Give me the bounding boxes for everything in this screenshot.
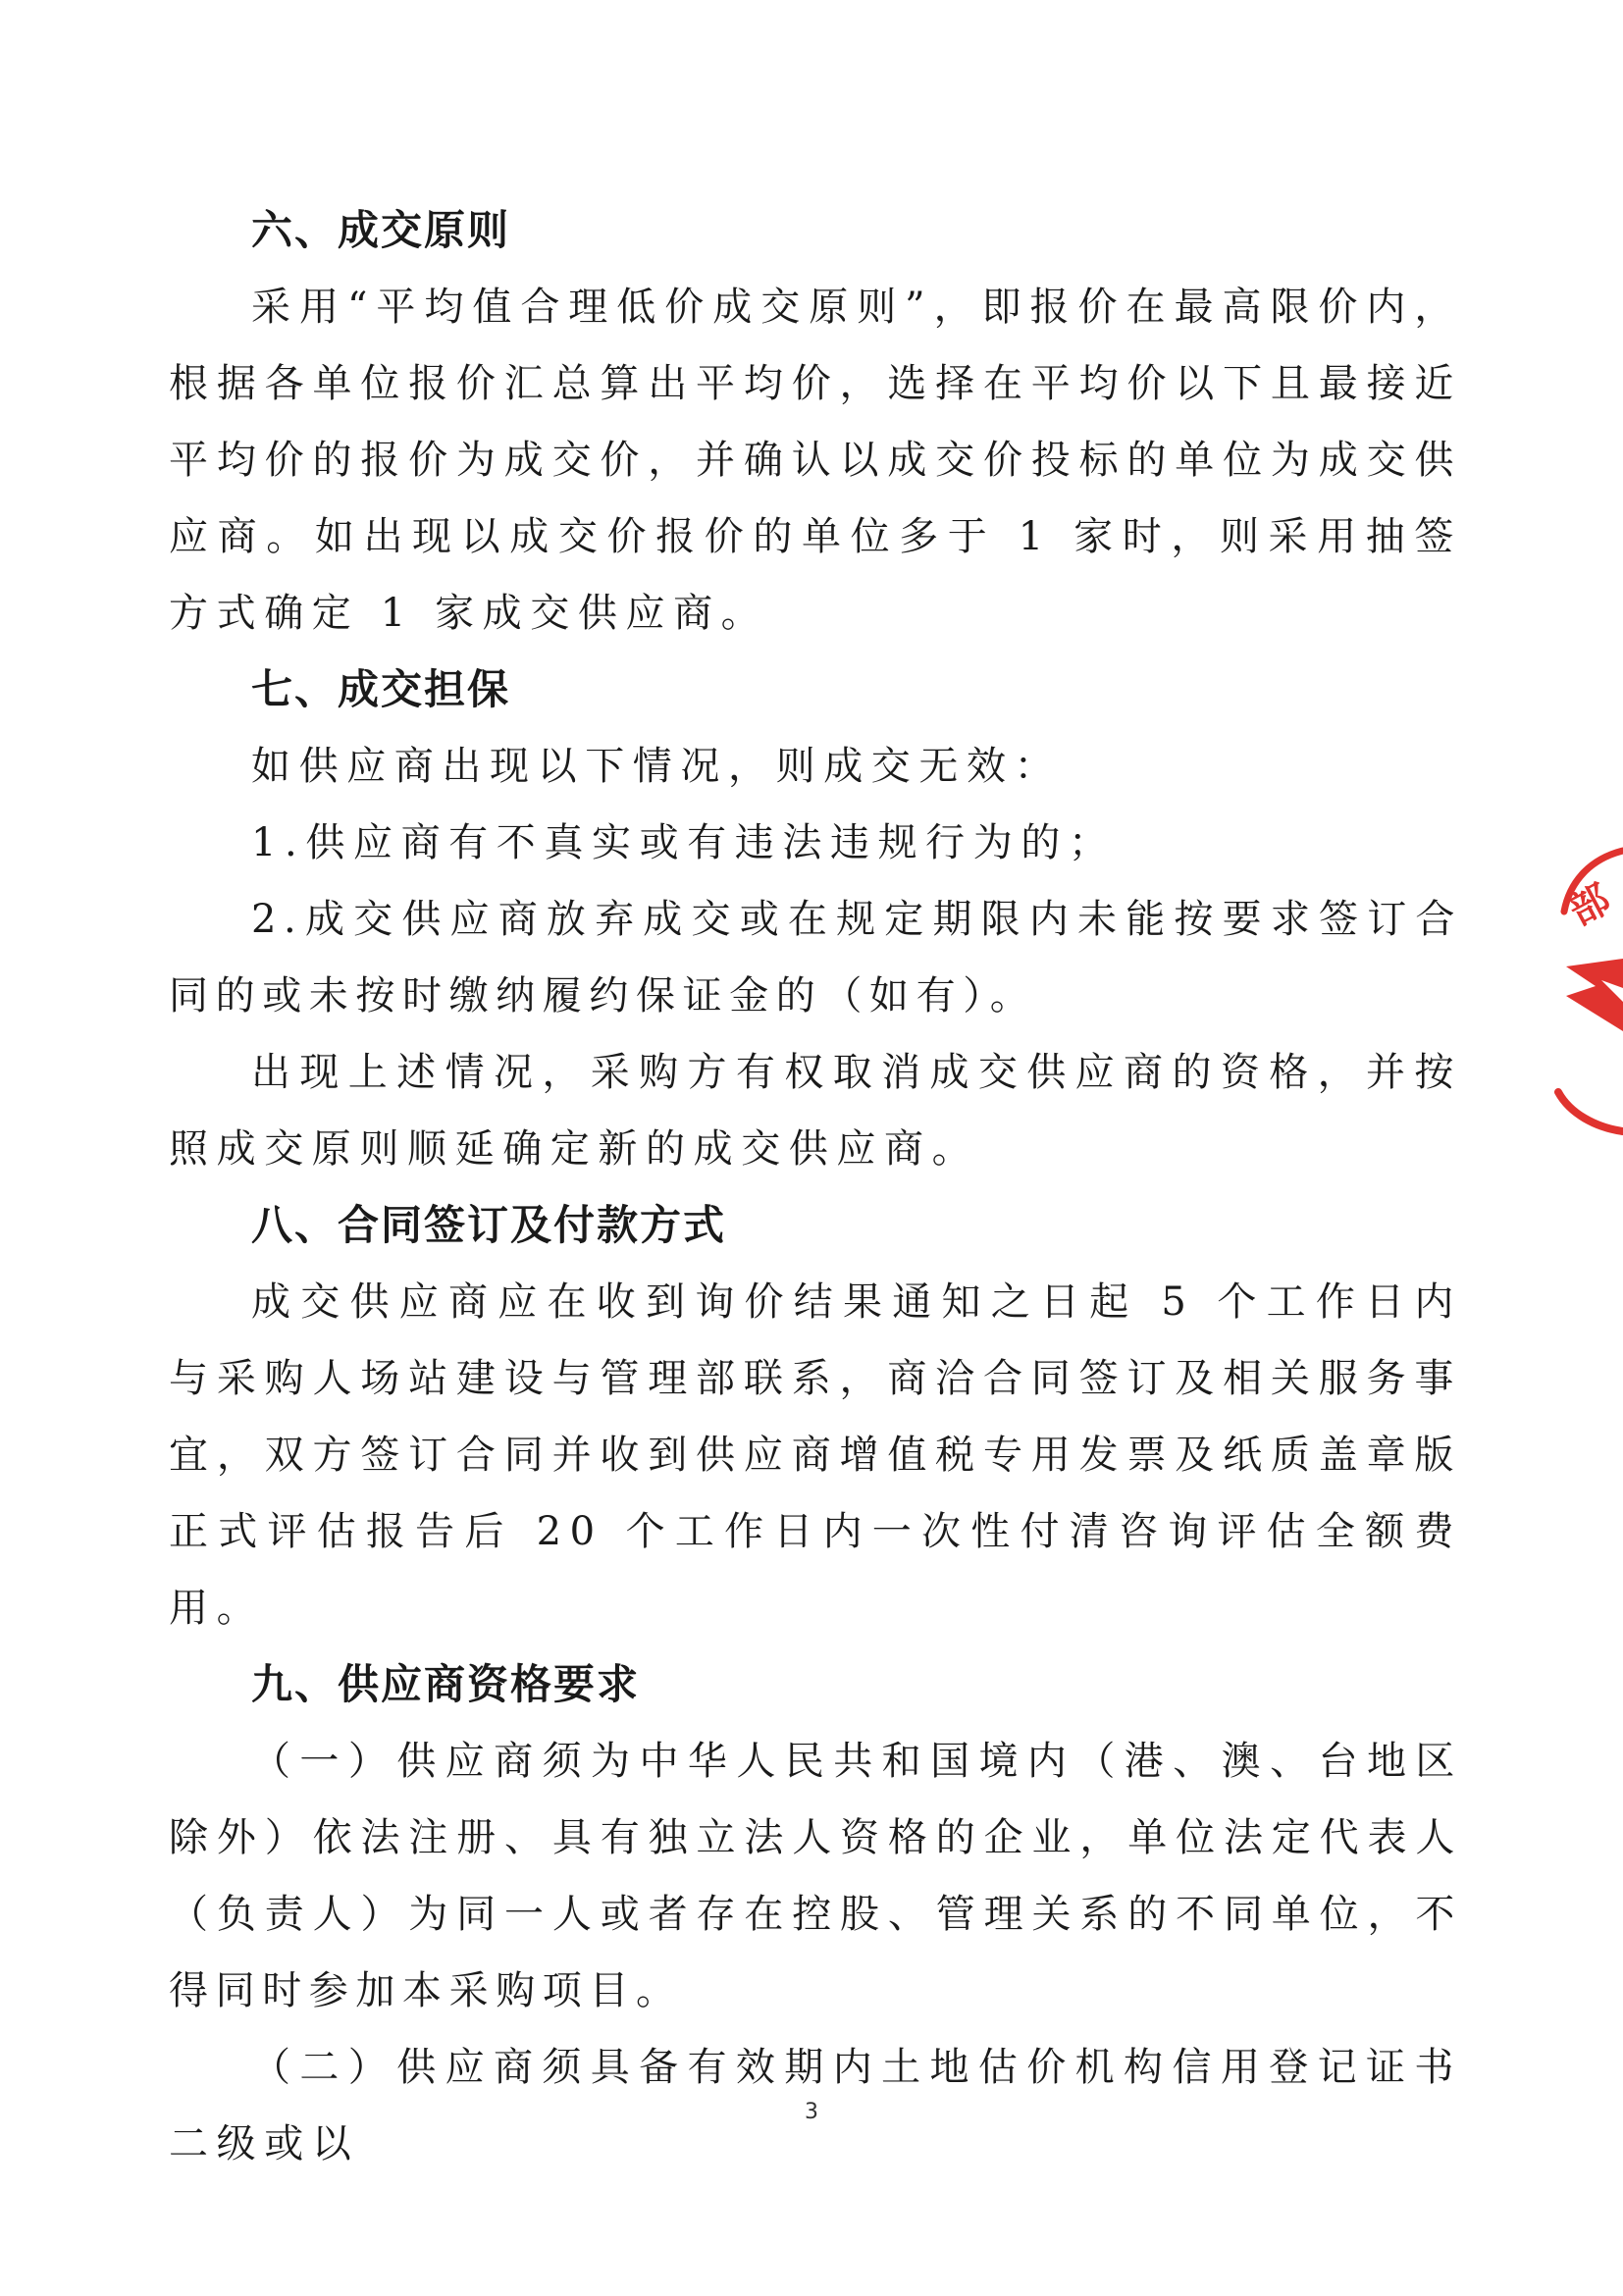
section-heading-8: 八、合同签订及付款方式 (251, 1201, 727, 1249)
official-seal-partial (1531, 829, 1623, 1153)
paragraph-transaction-principle: 采用“平均值合理低价成交原则”，即报价在最高限价内，根据各单位报价汇总算出平均价，选择在平均价以下且最接近平均价的报价为成交价，并确认以成交价投标的单位为成交供应商。如出现以成交价报价的单位多于 1 家时，则采用抽签方式确定 1 家成交供应商。 (169, 285, 1462, 636)
seal-character: 部 (1561, 876, 1618, 935)
document-body (169, 192, 1462, 2182)
paragraph-disqualification: 出现上述情况，采购方有权取消成交供应商的资格，并按照成交原则顺延确定新的成交供应商。 (169, 1050, 1462, 1172)
section-heading-9: 九、供应商资格要求 (251, 1660, 641, 1708)
paragraph-qualification-2: （二）供应商须具备有效期内土地估价机构信用登记证书二级或以 (169, 2045, 1462, 2166)
section-heading-6: 六、成交原则 (251, 206, 511, 254)
section-heading-7: 七、成交担保 (251, 665, 511, 713)
paragraph-contract-payment: 成交供应商应在收到询价结果通知之日起 5 个工作日内与采购人场站建设与管理部联系，商洽合同签订及相关服务事宜，双方签订合同并收到供应商增值税专用发票及纸质盖章版正式评估报告后 20 个工作日内一次性付清咨询评估全额费用。 (169, 1279, 1462, 1631)
paragraph-qualification-1: （一）供应商须为中华人民共和国境内（港、澳、台地区除外）依法注册、具有独立法人资格的企业，单位法定代表人（负责人）为同一人或者存在控股、管理关系的不同单位，不得同时参加本采购项目。 (169, 1739, 1462, 2013)
paragraph-invalid-conditions: 如供应商出现以下情况，则成交无效： (251, 744, 1063, 789)
paragraph-condition-2: 2.成交供应商放弃成交或在规定期限内未能按要求签订合同的或未按时缴纳履约保证金的（如有）。 (169, 897, 1462, 1018)
page-number: 3 (805, 2100, 818, 2124)
paragraph-condition-1: 1.供应商有不真实或有违法违规行为的； (251, 820, 1117, 865)
